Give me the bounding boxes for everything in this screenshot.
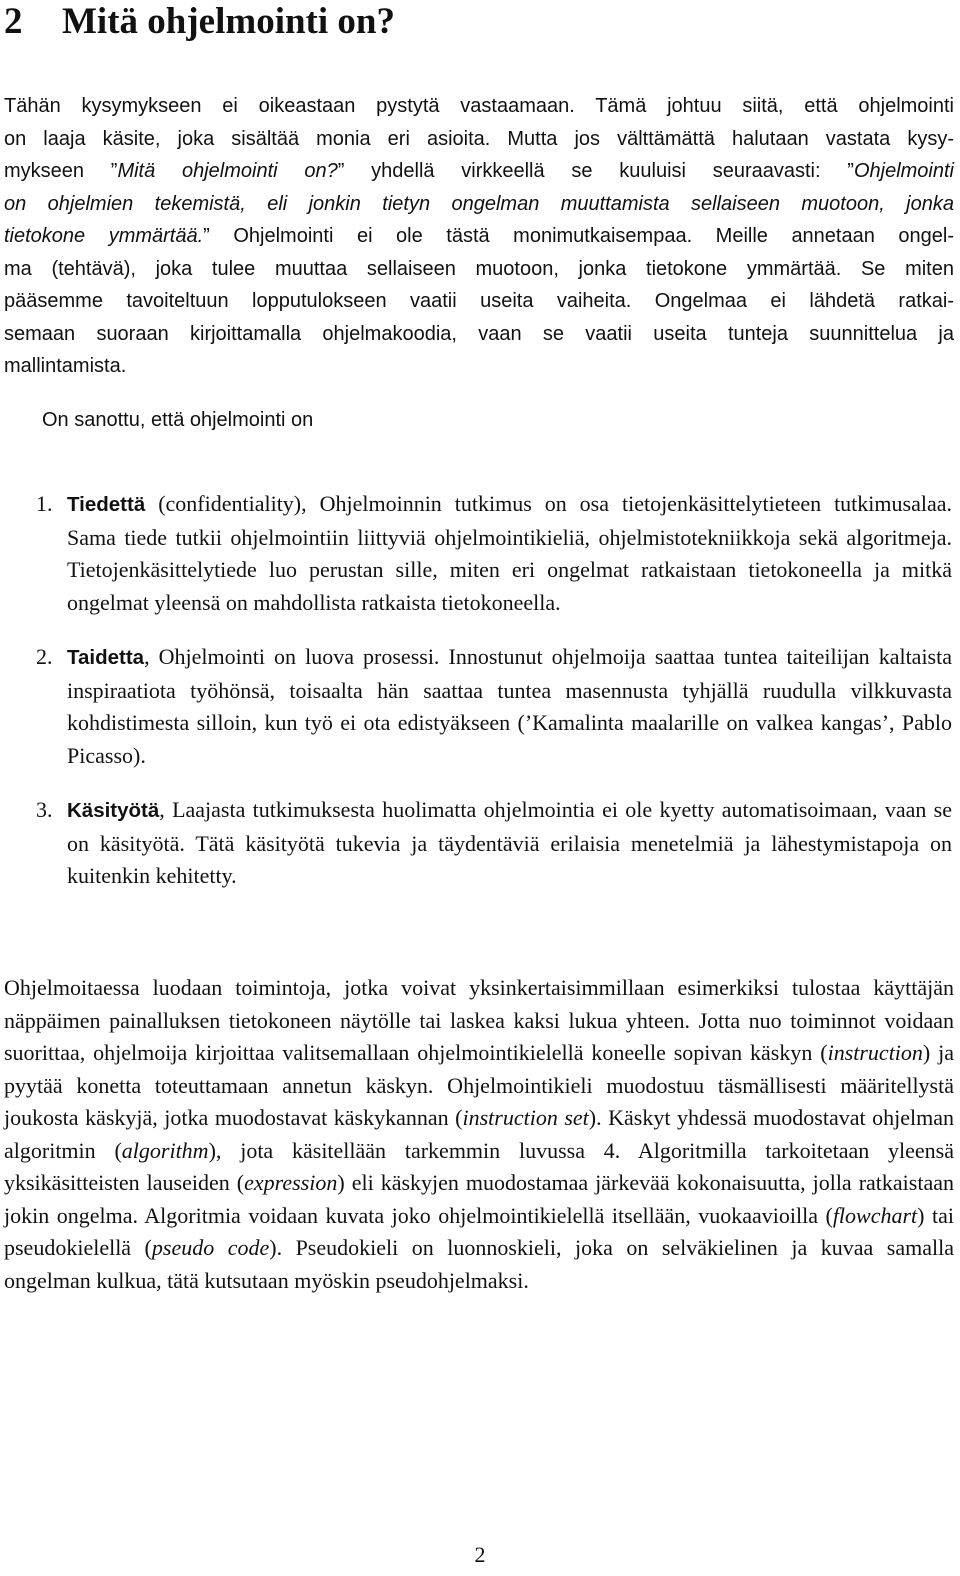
intro-line — [4, 188, 954, 221]
list-item-number: 3. — [36, 797, 53, 822]
body-paragraph — [4, 972, 954, 1297]
list-item-body — [67, 488, 952, 619]
list-item — [0, 641, 960, 772]
list-item-number: 1. — [36, 491, 53, 516]
page-number: 2 — [474, 1542, 486, 1567]
list-item — [0, 488, 960, 619]
intro-italic-definition: tietokone ymmärtää. — [4, 225, 204, 247]
list-item-text: , Laajasta tutkimuksesta huolimatta ohjelmointia ei ole kyetty automatisoimaan, vaan se on käsityötä. Tätä käsityötä tukevia ja täydentäviä erilaisia menetelmiä ja lähestymistapoja on kuitenkin kehitetty. — [67, 797, 952, 888]
body-text: ). Pseudokieli on luonnoskieli, joka on selväkielinen ja kuvaa samalla ongelman kulkua, tätä kutsutaan myöskin pseudohjelmaksi. — [4, 1235, 954, 1293]
list-item-body — [67, 794, 952, 893]
list-item-term: Käsityötä — [67, 799, 160, 822]
intro-line — [4, 155, 954, 188]
intro-italic-question: Mitä ohjelmointi on? — [117, 160, 338, 182]
intro-line: Tähän kysymykseen ei oikeastaan pystytä vastaamaan. Tämä johtuu siitä, että ohjelmointi — [4, 95, 954, 117]
list-item — [0, 794, 960, 893]
body-text: ). Käskyt yhdessä muodostavat ohjelman algoritmin ( — [4, 1105, 954, 1163]
intro-line: semaan suoraan kirjoittamalla ohjelmakoodia, vaan se vaatii useita tunteja suunnittelua ja — [4, 322, 954, 345]
body-term: expression — [244, 1170, 338, 1195]
body-term: algorithm — [121, 1137, 209, 1163]
intro-line: on laaja käsite, joka sisältää monia eri asioita. Mutta jos välttämättä halutaan vastata kysy- — [4, 127, 954, 150]
intro-text: ” yhdellä virkkeellä se kuuluisi seuraavasti: ” — [337, 160, 854, 182]
list-item-term: Tiedettä — [67, 493, 146, 516]
body-text: ) tai pseudokielellä ( — [4, 1202, 954, 1260]
intro-text: mykseen ” — [4, 160, 118, 182]
body-text: Ohjelmoitaessa luodaan toimintoja, jotka voivat yksinkertaisimmillaan esimerkiksi tulostaa käyttäjän näppäimen painalluksen tietokoneen näytölle tai laskea kaksi lukua yhteen. Jotta nuo toiminnot voidaan suorittaa, ohjelmoija kirjoittaa valitsemallaan ohjelmointikielellä koneelle sopivan käskyn ( — [4, 975, 954, 1065]
intro-italic-definition: Ohjelmointi — [853, 160, 954, 182]
body-text: ) eli käskyjen muodostamaa järkevää kokonaisuutta, jolla ratkaistaan jokin ongelma. Algoritmia voidaan kuvata joko ohjelmointikielellä itsellään, vuokaavioilla ( — [4, 1170, 954, 1228]
list-item-number: 2. — [36, 644, 53, 669]
intro-line: ma (tehtävä), joka tulee muuttaa sellaiseen muotoon, jonka tietokone ymmärtää. Se miten — [4, 257, 954, 280]
body-term: instruction set — [462, 1105, 589, 1130]
body-term: flowchart — [832, 1202, 918, 1228]
body-text: ), jota käsitellään tarkemmin luvussa 4. Algoritmilla tarkoitetaan yleensä yksikäsitteisten lauseiden ( — [4, 1137, 954, 1195]
section-number: 2 — [4, 1, 23, 42]
list-item-term: Taidetta — [67, 646, 145, 669]
intro-line — [4, 220, 954, 253]
body-term: pseudo code — [151, 1235, 270, 1260]
body-text: ) ja pyytää konetta toteuttamaan annetun käskyn. Ohjelmointikieli muodostuu täsmällisesti määritellystä joukosta käskyjä, jotka muodostavat käskykannan ( — [4, 1040, 954, 1130]
intro-italic-definition: on ohjelmien tekemistä, eli jonkin tietyn ongelman muuttamista sellaiseen muotoon, jonka — [4, 192, 954, 215]
lead-sentence: On sanottu, että ohjelmointi on — [42, 409, 314, 431]
body-term: instruction — [827, 1040, 923, 1065]
section-heading — [4, 2, 395, 42]
section-title: Mitä ohjelmointi on? — [62, 1, 395, 42]
intro-paragraph — [4, 90, 954, 383]
intro-text: ” Ohjelmointi ei ole tästä monimutkaisempaa. Meille annetaan ongel- — [203, 225, 954, 247]
list-item-body — [67, 641, 952, 772]
intro-line: mallintamista. — [4, 355, 127, 377]
intro-line: pääsemme tavoiteltuun lopputulokseen vaatii useita vaiheita. Ongelmaa ei lähdetä ratkai- — [4, 290, 954, 312]
list-item-text: , Ohjelmointi on luova prosessi. Innostunut ohjelmoija saattaa tuntea taiteilijan kaltaista inspiraatiota työhönsä, toisaalta hän saattaa tuntea masennusta tyhjällä ruudulla vilkkuvasta kohdistimesta silloin, kun työ ei ota edistyäkseen (’Kamalinta maalarille on valkea kangas’, Pablo Picasso). — [67, 644, 952, 768]
definition-list — [0, 488, 960, 915]
list-item-text: (confidentiality), Ohjelmoinnin tutkimus on osa tietojenkäsittelytieteen tutkimusalaa. Sama tiede tutkii ohjelmointiin liittyviä ohjelmointikieliä, ohjelmistotekniikkoja sekä algoritmeja. Tietojenkäsittelytiede luo perustan sille, miten eri ongelmat ratkaistaan tietokoneella ja mitkä ongelmat yleensä on mahdollista ratkaista tietokoneella. — [67, 491, 952, 615]
